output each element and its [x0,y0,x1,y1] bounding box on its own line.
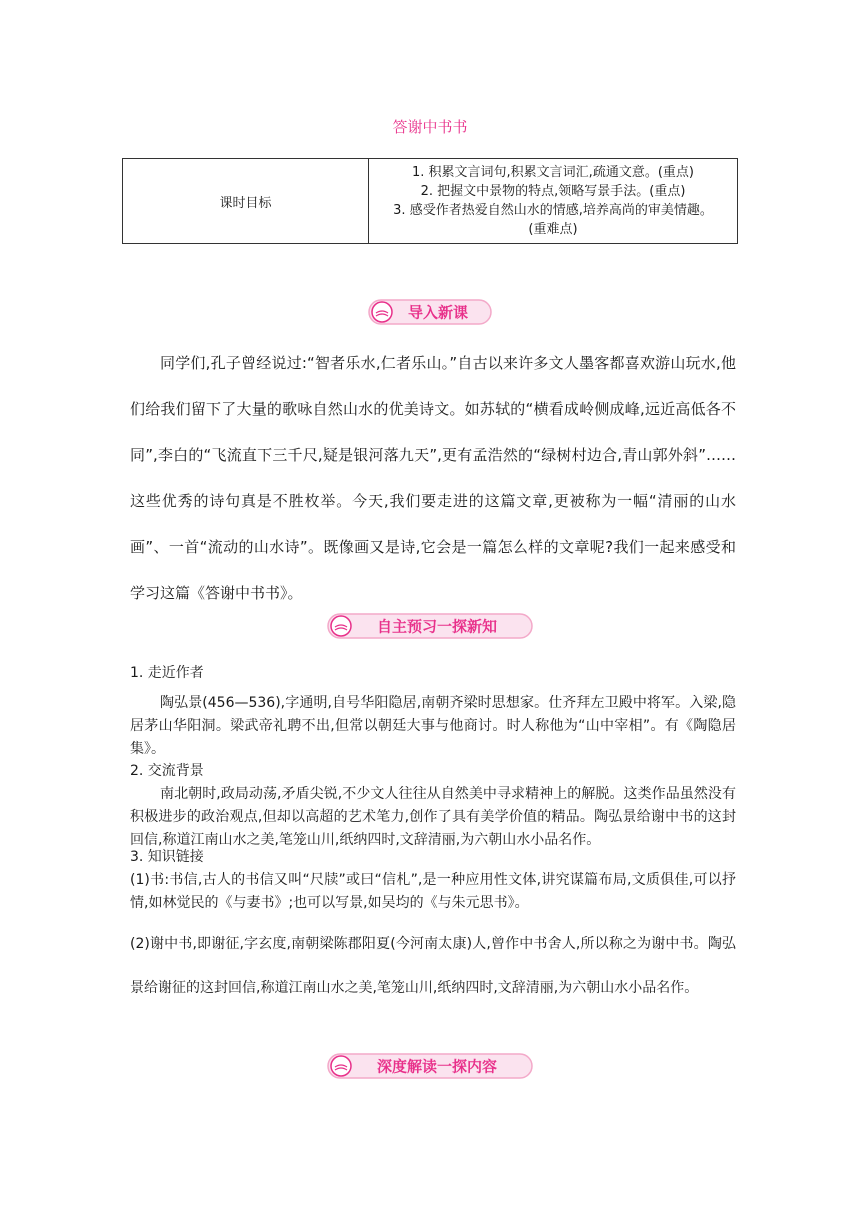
author-text: 陶弘景(456—536),字通明,自号华阳隐居,南朝齐梁时思想家。仕齐拜左卫殿中将军。入梁,隐居茅山华阳洞。梁武帝礼聘不出,但常以朝廷大事与他商讨。时人称他为“山中宰相”。有《陶隐居集》。 [130,695,736,757]
knowledge-item-2: (2)谢中书,即谢征,字玄度,南朝梁陈郡阳夏(今河南太康)人,曾作中书舍人,所以称之为谢中书。陶弘景给谢征的这封回信,称道江南山水之美,笔笼山川,纸纳四时,文辞清丽,为六朝山水小品名作。 [130,936,736,996]
author-heading: 1. 走近作者 [130,665,204,681]
background-text: 南北朝时,政局动荡,矛盾尖锐,不少文人往往从自然美中寻求精神上的解脱。这类作品虽然没有积极进步的政治观点,但却以高超的艺术笔力,创作了具有美学价值的精品。陶弘景给谢中书的这封回信,称道江南山水之美,笔笼山川,纸纳四时,文辞清丽,为六朝山水小品名作。 [130,786,736,848]
section-banner-intro [0,298,860,326]
goals-list [369,159,738,244]
section-title-preview: 自主预习一探新知 [376,617,498,636]
knowledge-item-1: (1)书:书信,古人的书信又叫“尺牍”或曰“信札”,是一种应用性文体,讲究谋篇布局,文质俱佳,可以抒情,如林觉民的《与妻书》;也可以写景,如吴均的《与朱元思书》。 [130,872,736,911]
section-title-intro: 导入新课 [407,303,469,322]
banner-graphic [368,298,492,326]
book-icon [372,302,392,322]
goal-item: 3. 感受作者热爱自然山水的情感,培养高尚的审美情趣。(重难点) [393,203,713,237]
background-heading: 2. 交流背景 [130,763,204,779]
lesson-goals-table [122,158,738,244]
intro-paragraph: 同学们,孔子曾经说过:“智者乐水,仁者乐山。”自古以来许多文人墨客都喜欢游山玩水,他们给我们留下了大量的歌咏自然山水的优美诗文。如苏轼的“横看成岭侧成峰,远近高低各不同”,李白的“飞流直下三千尺,疑是银河落九天”,更有孟浩然的“绿树村边合,青山郭外斜”……这些优秀的诗句真是不胜枚举。今天,我们要走进的这篇文章,更被称为一幅“清丽的山水画”、一首“流动的山水诗”。既像画又是诗,它会是一篇怎么样的文章呢?我们一起来感受和学习这篇《答谢中书书》。 [130,354,736,602]
book-icon [331,1056,351,1076]
goals-label: 课时目标 [123,159,369,244]
book-icon [331,616,351,636]
knowledge-heading: 3. 知识链接 [130,849,204,865]
goal-item: 1. 积累文言词句,积累文言词汇,疏通文意。(重点) [412,165,694,180]
section-banner-deep [0,1052,860,1080]
section-title-deep: 深度解读一探内容 [376,1057,498,1076]
goal-item: 2. 把握文中景物的特点,领略写景手法。(重点) [420,184,686,199]
banner-graphic [327,612,533,640]
section-banner-preview [0,612,860,640]
banner-graphic [327,1052,533,1080]
page-title: 答谢中书书 [392,118,468,136]
